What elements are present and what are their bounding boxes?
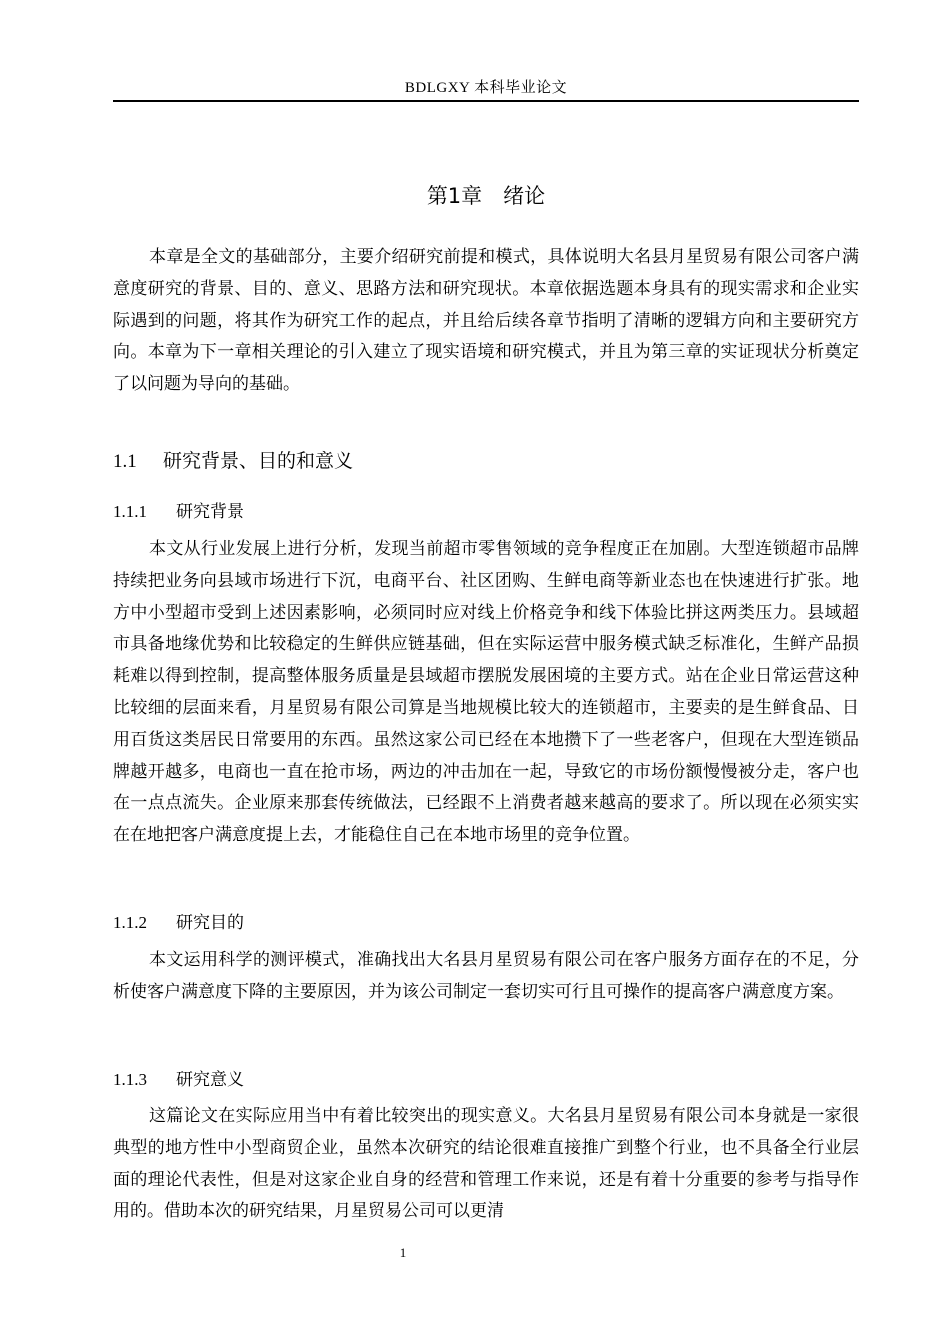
- significance-paragraph: 这篇论文在实际应用当中有着比较突出的现实意义。大名县月星贸易有限公司本身就是一家很典型的地方性中小型商贸企业，虽然本次研究的结论很难直接推广到整个行业，也不具备全行业层面的理论代表性，但是对这家企业自身的经营和管理工作来说，还是有着十分重要的参考与指导作用的。借助本次的研究结果，月星贸易公司可以更清: [113, 1106, 859, 1222]
- section-number: 1.1.2: [113, 913, 147, 932]
- header-rule: [113, 100, 859, 102]
- section-title: 研究背景: [176, 502, 244, 522]
- section-number: 1.1: [113, 451, 137, 472]
- background-paragraph: 本文从行业发展上进行分析，发现当前超市零售领域的竞争程度正在加剧。大型连锁超市品牌持续把业务向县域市场进行下沉，电商平台、社区团购、生鲜电商等新业态也在快速进行扩张。地方中小型超市受到上述因素影响，必须同时应对线上价格竞争和线下体验比拼这两类压力。县域超市具备地缘优势和比较稳定的生鲜供应链基础，但在实际运营中服务模式缺乏标准化，生鲜产品损耗难以得到控制，提高整体服务质量是县域超市摆脱发展困境的主要方式。站在企业日常运营这种比较细的层面来看，月星贸易有限公司算是当地规模比较大的连锁超市，主要卖的是生鲜食品、日用百货这类居民日常要用的东西。虽然这家公司已经在本地攒下了一些老客户，但现在大型连锁品牌越开越多，电商也一直在抢市场，两边的冲击加在一起，导致它的市场份额慢慢被分走，客户也在一点点流失。企业原来那套传统做法，已经跟不上消费者越来越高的要求了。所以现在必须实实在在地把客户满意度提上去，才能稳住自己在本地市场里的竞争位置。: [113, 539, 859, 846]
- section-number: 1.1.1: [113, 502, 147, 521]
- section-heading-1-1-2: [113, 908, 244, 933]
- section-number: 1.1.3: [113, 1070, 147, 1089]
- intro-paragraph: 本章是全文的基础部分，主要介绍研究前提和模式，具体说明大名县月星贸易有限公司客户满意度研究的背景、目的、意义、思路方法和研究现状。本章依据选题本身具有的现实需求和企业实际遇到的问题，将其作为研究工作的起点，并且给后续各章节指明了清晰的逻辑方向和主要研究方向。本章为下一章相关理论的引入建立了现实语境和研究模式，并且为第三章的实证现状分析奠定了以问题为导向的基础。: [113, 247, 859, 395]
- running-header: BDLGXY 本科毕业论文: [404, 80, 568, 96]
- section-title: 研究目的: [176, 913, 244, 933]
- purpose-paragraph: 本文运用科学的测评模式，准确找出大名县月星贸易有限公司在客户服务方面存在的不足，分析使客户满意度下降的主要原因，并为该公司制定一套切实可行且可操作的提高客户满意度方案。: [113, 950, 859, 1002]
- section-title: 研究意义: [176, 1070, 244, 1090]
- page-number: 1: [399, 1245, 407, 1260]
- section-heading-1-1: [113, 446, 353, 473]
- section-title: 研究背景、目的和意义: [163, 450, 354, 472]
- section-heading-1-1-1: [113, 497, 244, 522]
- section-heading-1-1-3: [113, 1065, 244, 1090]
- chapter-title: 第1章 绪论: [426, 184, 546, 208]
